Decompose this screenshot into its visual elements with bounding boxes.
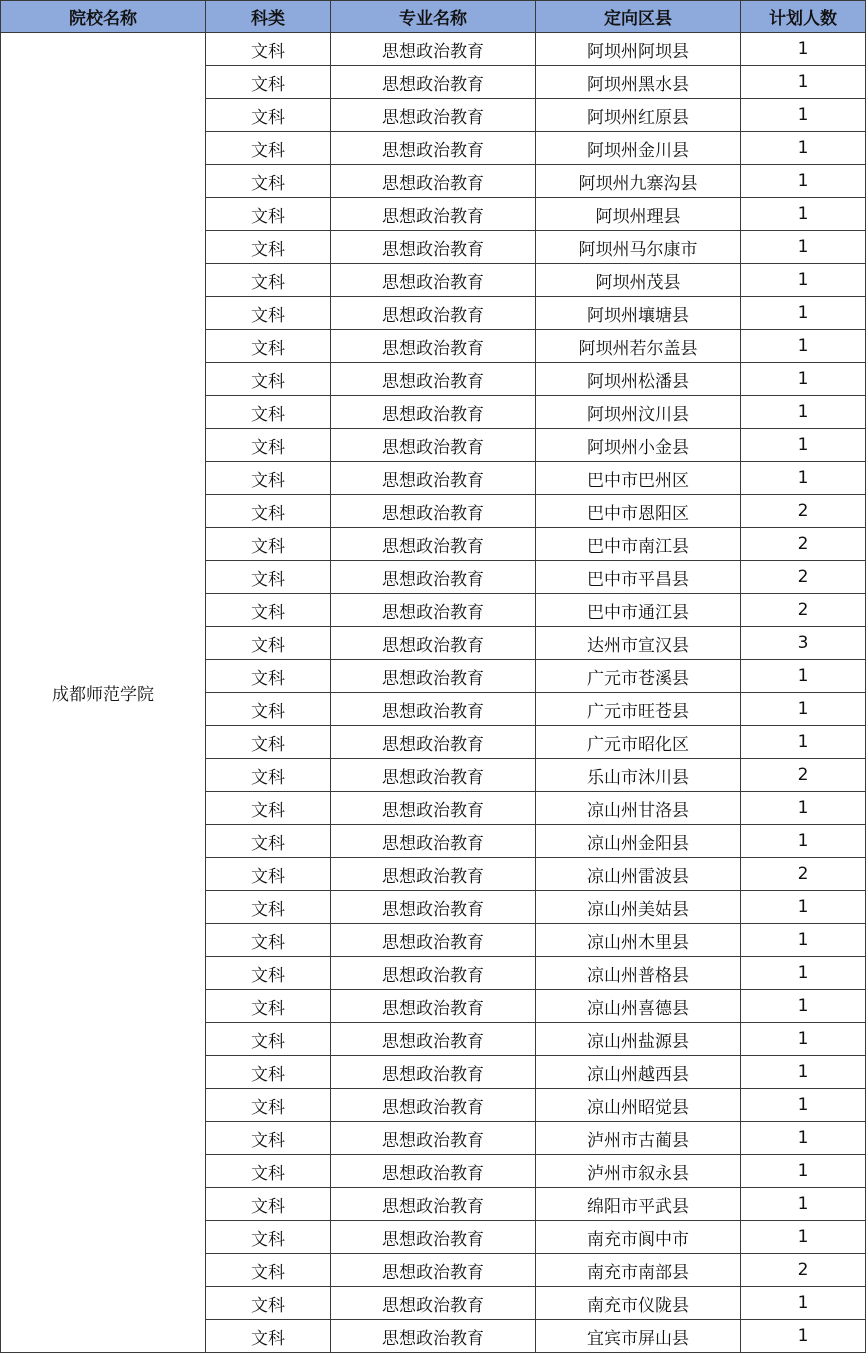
major-cell: 思想政治教育 bbox=[331, 528, 536, 561]
count-cell: 1 bbox=[741, 792, 866, 825]
category-cell: 文科 bbox=[206, 858, 331, 891]
major-cell: 思想政治教育 bbox=[331, 1056, 536, 1089]
category-cell: 文科 bbox=[206, 825, 331, 858]
category-cell: 文科 bbox=[206, 198, 331, 231]
table-body bbox=[1, 33, 866, 1353]
count-cell: 1 bbox=[741, 957, 866, 990]
county-cell: 巴中市巴州区 bbox=[536, 462, 741, 495]
count-cell: 1 bbox=[741, 924, 866, 957]
major-cell: 思想政治教育 bbox=[331, 1221, 536, 1254]
category-cell: 文科 bbox=[206, 891, 331, 924]
count-cell: 1 bbox=[741, 231, 866, 264]
count-cell: 1 bbox=[741, 1122, 866, 1155]
count-cell: 3 bbox=[741, 627, 866, 660]
county-cell: 凉山州喜德县 bbox=[536, 990, 741, 1023]
county-cell: 阿坝州茂县 bbox=[536, 264, 741, 297]
major-cell: 思想政治教育 bbox=[331, 165, 536, 198]
category-cell: 文科 bbox=[206, 1089, 331, 1122]
category-cell: 文科 bbox=[206, 165, 331, 198]
county-cell: 凉山州甘洛县 bbox=[536, 792, 741, 825]
category-cell: 文科 bbox=[206, 429, 331, 462]
county-cell: 阿坝州九寨沟县 bbox=[536, 165, 741, 198]
category-cell: 文科 bbox=[206, 495, 331, 528]
count-cell: 2 bbox=[741, 1254, 866, 1287]
header-county: 定向区县 bbox=[536, 1, 741, 33]
major-cell: 思想政治教育 bbox=[331, 1023, 536, 1056]
category-cell: 文科 bbox=[206, 1155, 331, 1188]
major-cell: 思想政治教育 bbox=[331, 924, 536, 957]
count-cell: 1 bbox=[741, 1320, 866, 1353]
category-cell: 文科 bbox=[206, 396, 331, 429]
count-cell: 1 bbox=[741, 363, 866, 396]
major-cell: 思想政治教育 bbox=[331, 99, 536, 132]
category-cell: 文科 bbox=[206, 561, 331, 594]
count-cell: 1 bbox=[741, 330, 866, 363]
county-cell: 巴中市恩阳区 bbox=[536, 495, 741, 528]
major-cell: 思想政治教育 bbox=[331, 1320, 536, 1353]
category-cell: 文科 bbox=[206, 231, 331, 264]
major-cell: 思想政治教育 bbox=[331, 1122, 536, 1155]
school-name-cell: 成都师范学院 bbox=[1, 33, 206, 1353]
header-major: 专业名称 bbox=[331, 1, 536, 33]
major-cell: 思想政治教育 bbox=[331, 1254, 536, 1287]
header-category: 科类 bbox=[206, 1, 331, 33]
count-cell: 1 bbox=[741, 891, 866, 924]
count-cell: 1 bbox=[741, 1056, 866, 1089]
category-cell: 文科 bbox=[206, 330, 331, 363]
category-cell: 文科 bbox=[206, 594, 331, 627]
count-cell: 2 bbox=[741, 858, 866, 891]
county-cell: 凉山州雷波县 bbox=[536, 858, 741, 891]
header-school: 院校名称 bbox=[1, 1, 206, 33]
county-cell: 阿坝州红原县 bbox=[536, 99, 741, 132]
major-cell: 思想政治教育 bbox=[331, 1287, 536, 1320]
category-cell: 文科 bbox=[206, 264, 331, 297]
category-cell: 文科 bbox=[206, 33, 331, 66]
county-cell: 巴中市南江县 bbox=[536, 528, 741, 561]
category-cell: 文科 bbox=[206, 528, 331, 561]
major-cell: 思想政治教育 bbox=[331, 462, 536, 495]
category-cell: 文科 bbox=[206, 660, 331, 693]
county-cell: 凉山州盐源县 bbox=[536, 1023, 741, 1056]
category-cell: 文科 bbox=[206, 1056, 331, 1089]
category-cell: 文科 bbox=[206, 990, 331, 1023]
major-cell: 思想政治教育 bbox=[331, 660, 536, 693]
category-cell: 文科 bbox=[206, 792, 331, 825]
category-cell: 文科 bbox=[206, 1023, 331, 1056]
county-cell: 广元市昭化区 bbox=[536, 726, 741, 759]
major-cell: 思想政治教育 bbox=[331, 429, 536, 462]
count-cell: 2 bbox=[741, 528, 866, 561]
major-cell: 思想政治教育 bbox=[331, 396, 536, 429]
major-cell: 思想政治教育 bbox=[331, 792, 536, 825]
table-row bbox=[1, 33, 866, 66]
major-cell: 思想政治教育 bbox=[331, 1188, 536, 1221]
county-cell: 凉山州金阳县 bbox=[536, 825, 741, 858]
county-cell: 泸州市古蔺县 bbox=[536, 1122, 741, 1155]
county-cell: 凉山州木里县 bbox=[536, 924, 741, 957]
count-cell: 1 bbox=[741, 1188, 866, 1221]
category-cell: 文科 bbox=[206, 1188, 331, 1221]
category-cell: 文科 bbox=[206, 1320, 331, 1353]
major-cell: 思想政治教育 bbox=[331, 132, 536, 165]
header-row bbox=[1, 1, 866, 33]
county-cell: 阿坝州松潘县 bbox=[536, 363, 741, 396]
count-cell: 2 bbox=[741, 495, 866, 528]
major-cell: 思想政治教育 bbox=[331, 495, 536, 528]
count-cell: 1 bbox=[741, 198, 866, 231]
county-cell: 阿坝州金川县 bbox=[536, 132, 741, 165]
count-cell: 1 bbox=[741, 99, 866, 132]
count-cell: 1 bbox=[741, 396, 866, 429]
county-cell: 泸州市叙永县 bbox=[536, 1155, 741, 1188]
major-cell: 思想政治教育 bbox=[331, 198, 536, 231]
major-cell: 思想政治教育 bbox=[331, 990, 536, 1023]
count-cell: 1 bbox=[741, 726, 866, 759]
major-cell: 思想政治教育 bbox=[331, 363, 536, 396]
category-cell: 文科 bbox=[206, 99, 331, 132]
county-cell: 阿坝州壤塘县 bbox=[536, 297, 741, 330]
count-cell: 1 bbox=[741, 1221, 866, 1254]
county-cell: 凉山州普格县 bbox=[536, 957, 741, 990]
category-cell: 文科 bbox=[206, 1254, 331, 1287]
county-cell: 阿坝州阿坝县 bbox=[536, 33, 741, 66]
category-cell: 文科 bbox=[206, 462, 331, 495]
major-cell: 思想政治教育 bbox=[331, 594, 536, 627]
county-cell: 阿坝州理县 bbox=[536, 198, 741, 231]
county-cell: 凉山州美姑县 bbox=[536, 891, 741, 924]
category-cell: 文科 bbox=[206, 132, 331, 165]
major-cell: 思想政治教育 bbox=[331, 33, 536, 66]
county-cell: 宜宾市屏山县 bbox=[536, 1320, 741, 1353]
major-cell: 思想政治教育 bbox=[331, 1089, 536, 1122]
count-cell: 1 bbox=[741, 1023, 866, 1056]
county-cell: 广元市旺苍县 bbox=[536, 693, 741, 726]
county-cell: 阿坝州黑水县 bbox=[536, 66, 741, 99]
major-cell: 思想政治教育 bbox=[331, 231, 536, 264]
major-cell: 思想政治教育 bbox=[331, 561, 536, 594]
county-cell: 绵阳市平武县 bbox=[536, 1188, 741, 1221]
category-cell: 文科 bbox=[206, 726, 331, 759]
category-cell: 文科 bbox=[206, 924, 331, 957]
table-header bbox=[1, 1, 866, 33]
county-cell: 阿坝州小金县 bbox=[536, 429, 741, 462]
count-cell: 1 bbox=[741, 297, 866, 330]
major-cell: 思想政治教育 bbox=[331, 264, 536, 297]
category-cell: 文科 bbox=[206, 693, 331, 726]
category-cell: 文科 bbox=[206, 66, 331, 99]
count-cell: 1 bbox=[741, 990, 866, 1023]
category-cell: 文科 bbox=[206, 759, 331, 792]
county-cell: 南充市南部县 bbox=[536, 1254, 741, 1287]
count-cell: 1 bbox=[741, 825, 866, 858]
category-cell: 文科 bbox=[206, 957, 331, 990]
count-cell: 1 bbox=[741, 462, 866, 495]
major-cell: 思想政治教育 bbox=[331, 858, 536, 891]
major-cell: 思想政治教育 bbox=[331, 66, 536, 99]
major-cell: 思想政治教育 bbox=[331, 297, 536, 330]
count-cell: 1 bbox=[741, 33, 866, 66]
county-cell: 阿坝州马尔康市 bbox=[536, 231, 741, 264]
county-cell: 巴中市平昌县 bbox=[536, 561, 741, 594]
major-cell: 思想政治教育 bbox=[331, 891, 536, 924]
county-cell: 南充市阆中市 bbox=[536, 1221, 741, 1254]
county-cell: 广元市苍溪县 bbox=[536, 660, 741, 693]
county-cell: 阿坝州汶川县 bbox=[536, 396, 741, 429]
header-count: 计划人数 bbox=[741, 1, 866, 33]
county-cell: 巴中市通江县 bbox=[536, 594, 741, 627]
count-cell: 1 bbox=[741, 693, 866, 726]
count-cell: 1 bbox=[741, 1089, 866, 1122]
category-cell: 文科 bbox=[206, 1287, 331, 1320]
county-cell: 达州市宣汉县 bbox=[536, 627, 741, 660]
count-cell: 1 bbox=[741, 132, 866, 165]
count-cell: 1 bbox=[741, 165, 866, 198]
county-cell: 南充市仪陇县 bbox=[536, 1287, 741, 1320]
category-cell: 文科 bbox=[206, 297, 331, 330]
count-cell: 2 bbox=[741, 759, 866, 792]
county-cell: 阿坝州若尔盖县 bbox=[536, 330, 741, 363]
major-cell: 思想政治教育 bbox=[331, 825, 536, 858]
count-cell: 2 bbox=[741, 594, 866, 627]
count-cell: 2 bbox=[741, 561, 866, 594]
category-cell: 文科 bbox=[206, 1221, 331, 1254]
count-cell: 1 bbox=[741, 429, 866, 462]
category-cell: 文科 bbox=[206, 363, 331, 396]
county-cell: 乐山市沐川县 bbox=[536, 759, 741, 792]
major-cell: 思想政治教育 bbox=[331, 627, 536, 660]
major-cell: 思想政治教育 bbox=[331, 330, 536, 363]
count-cell: 1 bbox=[741, 660, 866, 693]
count-cell: 1 bbox=[741, 1155, 866, 1188]
major-cell: 思想政治教育 bbox=[331, 693, 536, 726]
major-cell: 思想政治教育 bbox=[331, 1155, 536, 1188]
count-cell: 1 bbox=[741, 264, 866, 297]
count-cell: 1 bbox=[741, 1287, 866, 1320]
major-cell: 思想政治教育 bbox=[331, 759, 536, 792]
county-cell: 凉山州昭觉县 bbox=[536, 1089, 741, 1122]
count-cell: 1 bbox=[741, 66, 866, 99]
county-cell: 凉山州越西县 bbox=[536, 1056, 741, 1089]
category-cell: 文科 bbox=[206, 627, 331, 660]
major-cell: 思想政治教育 bbox=[331, 957, 536, 990]
category-cell: 文科 bbox=[206, 1122, 331, 1155]
major-cell: 思想政治教育 bbox=[331, 726, 536, 759]
